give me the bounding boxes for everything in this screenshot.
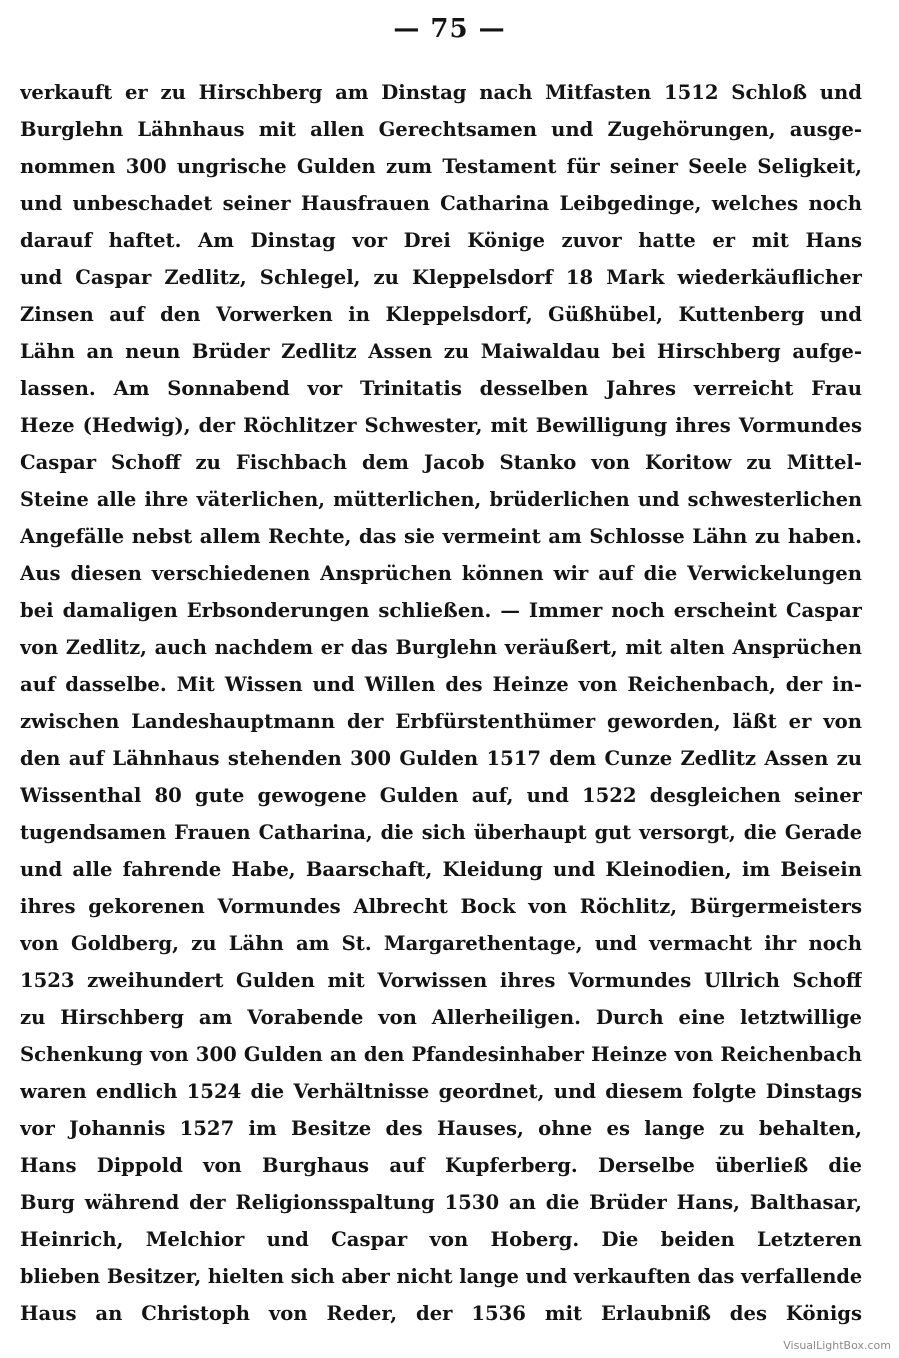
text-line: Haus an Christoph von Reder, der 1536 mit Erlaubniß des Königs	[20, 1302, 862, 1325]
text-line: Heze (Hedwig), der Röchlitzer Schwester, mit Bewilligung ihres Vormundes	[20, 414, 862, 437]
text-line: Steine alle ihre väterlichen, mütterlichen, brüderlichen und schwesterlichen	[20, 488, 862, 511]
text-line: Burg während der Religionsspaltung 1530 an die Brüder Hans, Balthasar,	[20, 1191, 862, 1214]
text-line: waren endlich 1524 die Verhältnisse geordnet, und diesem folgte Dinstags	[20, 1080, 862, 1103]
text-line: darauf haftet. Am Dinstag vor Drei Könige zuvor hatte er mit Hans	[20, 229, 862, 252]
text-line: vor Johannis 1527 im Besitze des Hauses, ohne es lange zu behalten,	[20, 1117, 862, 1140]
text-line: Zinsen auf den Vorwerken in Kleppelsdorf, Güßhübel, Kuttenberg und	[20, 303, 862, 326]
text-line: den auf Lähnhaus stehenden 300 Gulden 1517 dem Cunze Zedlitz Assen zu	[20, 747, 862, 770]
text-line: von Goldberg, zu Lähn am St. Margarethentage, und vermacht ihr noch	[20, 932, 862, 955]
text-line: verkauft er zu Hirschberg am Dinstag nach Mitfasten 1512 Schloß und	[20, 81, 862, 104]
text-line: Schenkung von 300 Gulden an den Pfandesinhaber Heinze von Reichenbach	[20, 1043, 862, 1066]
text-line: zwischen Landeshauptmann der Erbfürstenthümer geworden, läßt er von	[20, 710, 862, 733]
text-line: lassen. Am Sonnabend vor Trinitatis desselben Jahres verreicht Frau	[20, 377, 862, 400]
text-line: Hans Dippold von Burghaus auf Kupferberg. Derselbe überließ die	[20, 1154, 862, 1177]
text-line: und Caspar Zedlitz, Schlegel, zu Kleppelsdorf 18 Mark wiederkäuflicher	[20, 266, 862, 289]
text-line: Burglehn Lähnhaus mit allen Gerechtsamen und Zugehörungen, ausge-	[20, 118, 862, 141]
text-line: tugendsamen Frauen Catharina, die sich überhaupt gut versorgt, die Gerade	[20, 821, 862, 844]
page-number: — 75 —	[393, 14, 506, 44]
body-text	[20, 74, 862, 1332]
text-line: bei damaligen Erbsonderungen schließen. — Immer noch erscheint Caspar	[20, 599, 862, 622]
text-line: zu Hirschberg am Vorabende von Allerheiligen. Durch eine letztwillige	[20, 1006, 862, 1029]
text-line: ihres gekorenen Vormundes Albrecht Bock von Röchlitz, Bürgermeisters	[20, 895, 862, 918]
watermark: VisualLightBox.com	[783, 1339, 891, 1352]
text-line: und alle fahrende Habe, Baarschaft, Kleidung und Kleinodien, im Beisein	[20, 858, 862, 881]
text-line: nommen 300 ungrische Gulden zum Testament für seiner Seele Seligkeit,	[20, 155, 862, 178]
text-line: Lähn an neun Brüder Zedlitz Assen zu Maiwaldau bei Hirschberg aufge-	[20, 340, 862, 363]
text-line: Angefälle nebst allem Rechte, das sie vermeint am Schlosse Lähn zu haben.	[20, 525, 862, 548]
text-line: und unbeschadet seiner Hausfrauen Catharina Leibgedinge, welches noch	[20, 192, 862, 215]
text-line: 1523 zweihundert Gulden mit Vorwissen ihres Vormundes Ullrich Schoff	[20, 969, 862, 992]
text-line: Caspar Schoff zu Fischbach dem Jacob Stanko von Koritow zu Mittel-	[20, 451, 862, 474]
text-line: Aus diesen verschiedenen Ansprüchen können wir auf die Verwickelungen	[20, 562, 862, 585]
text-line: Wissenthal 80 gute gewogene Gulden auf, und 1522 desgleichen seiner	[20, 784, 862, 807]
text-line: von Zedlitz, auch nachdem er das Burglehn veräußert, mit alten Ansprüchen	[20, 636, 862, 659]
text-line: auf dasselbe. Mit Wissen und Willen des Heinze von Reichenbach, der in-	[20, 673, 862, 696]
text-line: blieben Besitzer, hielten sich aber nicht lange und verkauften das verfallende	[20, 1265, 862, 1288]
text-line: Heinrich, Melchior und Caspar von Hoberg. Die beiden Letzteren	[20, 1228, 862, 1251]
